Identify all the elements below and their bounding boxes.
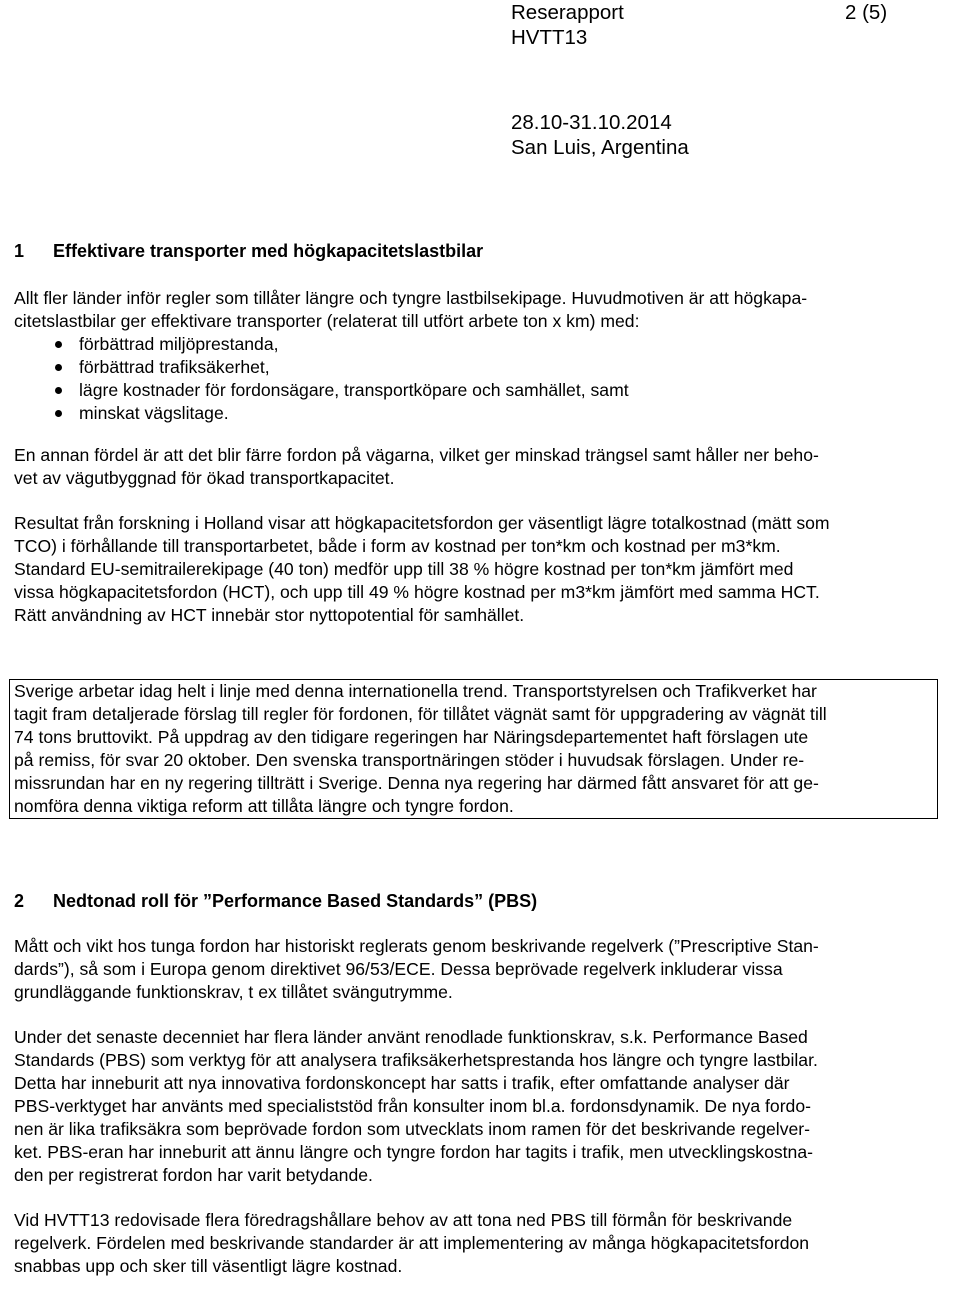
section-1-heading [14,240,946,263]
list-item [14,379,946,402]
bullet-icon [55,341,62,348]
text-line: nen är lika trafiksäkra som beprövade fordon som utvecklats inom ramen för det beskrivande regelver- [14,1119,810,1139]
event-dates: 28.10-31.10.2014 [511,111,672,134]
text-line: Resultat från forskning i Holland visar att högkapacitetsfordon ger väsentligt lägre totalkostnad (mätt som [14,513,830,533]
text-line: Vid HVTT13 redovisade flera föredragshållare behov av att tona ned PBS till förmån för beskrivande [14,1210,793,1230]
header-spacer [511,50,931,110]
list-item-text: förbättrad miljöprestanda, [79,334,279,354]
text-line: grundläggande funktionskrav, t ex tillåtet svängutrymme. [14,982,453,1002]
event-location: San Luis, Argentina [511,136,689,159]
text-line: Mått och vikt hos tunga fordon har historiskt reglerats genom beskrivande regelverk (”Prescriptive Stan- [14,936,819,956]
report-header [511,0,931,160]
text-line: den per registrerat fordon har varit betydande. [14,1165,373,1185]
text-line: Under det senaste decenniet har flera länder använt renodlade funktionskrav, s.k. Performance Based [14,1027,808,1047]
text-line: En annan fördel är att det blir färre fordon på vägarna, vilket ger minskad trängsel samt håller ner beho- [14,445,819,465]
text-line: vet av vägutbyggnad för ökad transportkapacitet. [14,468,395,488]
bullet-icon [55,410,62,417]
text-line: ket. PBS-eran har inneburit att ännu längre och tyngre fordon har tagits i trafik, men utvecklingskostna- [14,1142,813,1162]
section-2-paragraph-1 [14,935,946,1004]
text-line: Allt fler länder inför regler som tillåter längre och tyngre lastbilsekipage. Huvudmotiven är att högkapa- [14,288,808,308]
section-2-paragraph-3 [14,1209,946,1278]
section-1-title: Effektivare transporter med högkapacitetslastbilar [53,241,484,261]
section-2-paragraph-2 [14,1026,946,1187]
sweden-status-box [9,679,938,819]
text-line: Rätt användning av HCT innebär stor nyttopotential för samhället. [14,605,525,625]
text-line: på remiss, för svar 20 oktober. Den svenska transportnäringen stöder i huvudsak förslagen. Under re- [14,750,805,770]
list-item-text: förbättrad trafiksäkerhet, [79,357,270,377]
benefits-list [14,333,946,425]
text-line: Standards (PBS) som verktyg för att analysera trafiksäkerhetsprestanda hos längre och tyngre lastbilar. [14,1050,818,1070]
bullet-icon [55,364,62,371]
list-item-text: lägre kostnader för fordonsägare, transportköpare och samhället, samt [79,380,629,400]
text-line: 74 tons bruttovikt. På uppdrag av den tidigare regeringen har Näringsdepartementet haft förslagen ute [14,727,809,747]
list-item-text: minskat vägslitage. [79,403,229,423]
text-line: citetslastbilar ger effektivare transporter (relaterat till utfört arbete ton x km) med: [14,311,640,331]
text-line: vissa högkapacitetsfordon (HCT), och upp till 49 % högre kostnad per m3*km jämfört med samma HCT. [14,582,820,602]
bullet-icon [55,387,62,394]
document-body [14,240,946,1278]
text-line: snabbas upp och sker till väsentligt lägre kostnad. [14,1256,403,1276]
text-line: TCO) i förhållande till transportarbetet, både i form av kostnad per ton*km och kostnad per m3*km. [14,536,781,556]
header-title-row [511,0,931,25]
text-line: dards”), så som i Europa genom direktivet 96/53/ECE. Dessa beprövade regelverk inkluderar vissa [14,959,783,979]
text-line: PBS-verktyget har använts med specialiststöd från konsulter inom bl.a. fordonsdynamik. De nya fordo- [14,1096,811,1116]
list-item [14,356,946,379]
text-line: Standard EU-semitrailerekipage (40 ton) medför upp till 38 % högre kostnad per ton*km jämfört med [14,559,794,579]
boxed-paragraph [14,680,936,818]
section-1-number: 1 [14,241,25,261]
list-item [14,333,946,356]
section-1-paragraph-2 [14,444,946,490]
text-line: Detta har inneburit att nya innovativa fordonskoncept har satts i trafik, efter omfattande analyser där [14,1073,790,1093]
section-1-paragraph-3 [14,512,946,627]
text-line: tagit fram detaljerade förslag till regler för fordonen, för tillåtet vägnät samt för uppgradering av vägnät till [14,704,827,724]
section-2-title: Nedtonad roll för ”Performance Based Standards” (PBS) [53,891,538,911]
text-line: regelverk. Fördelen med beskrivande standarder är att implementering av många högkapacitetsfordon [14,1233,810,1253]
text-line: missrundan har en ny regering tillträtt i Sverige. Denna nya regering har därmed fått ansvaret för att ge- [14,773,819,793]
section-2-heading [14,890,946,913]
text-line: Sverige arbetar idag helt i linje med denna internationella trend. Transportstyrelsen och Trafikverket har [14,681,817,701]
event-name: HVTT13 [511,26,588,49]
text-line: nomföra denna viktiga reform att tillåta längre och tyngre fordon. [14,796,514,816]
report-title: Reserapport [511,1,624,24]
list-item [14,402,946,425]
section-1-intro [14,287,946,333]
section-2-number: 2 [14,891,25,911]
page-number: 2 (5) [845,1,888,24]
